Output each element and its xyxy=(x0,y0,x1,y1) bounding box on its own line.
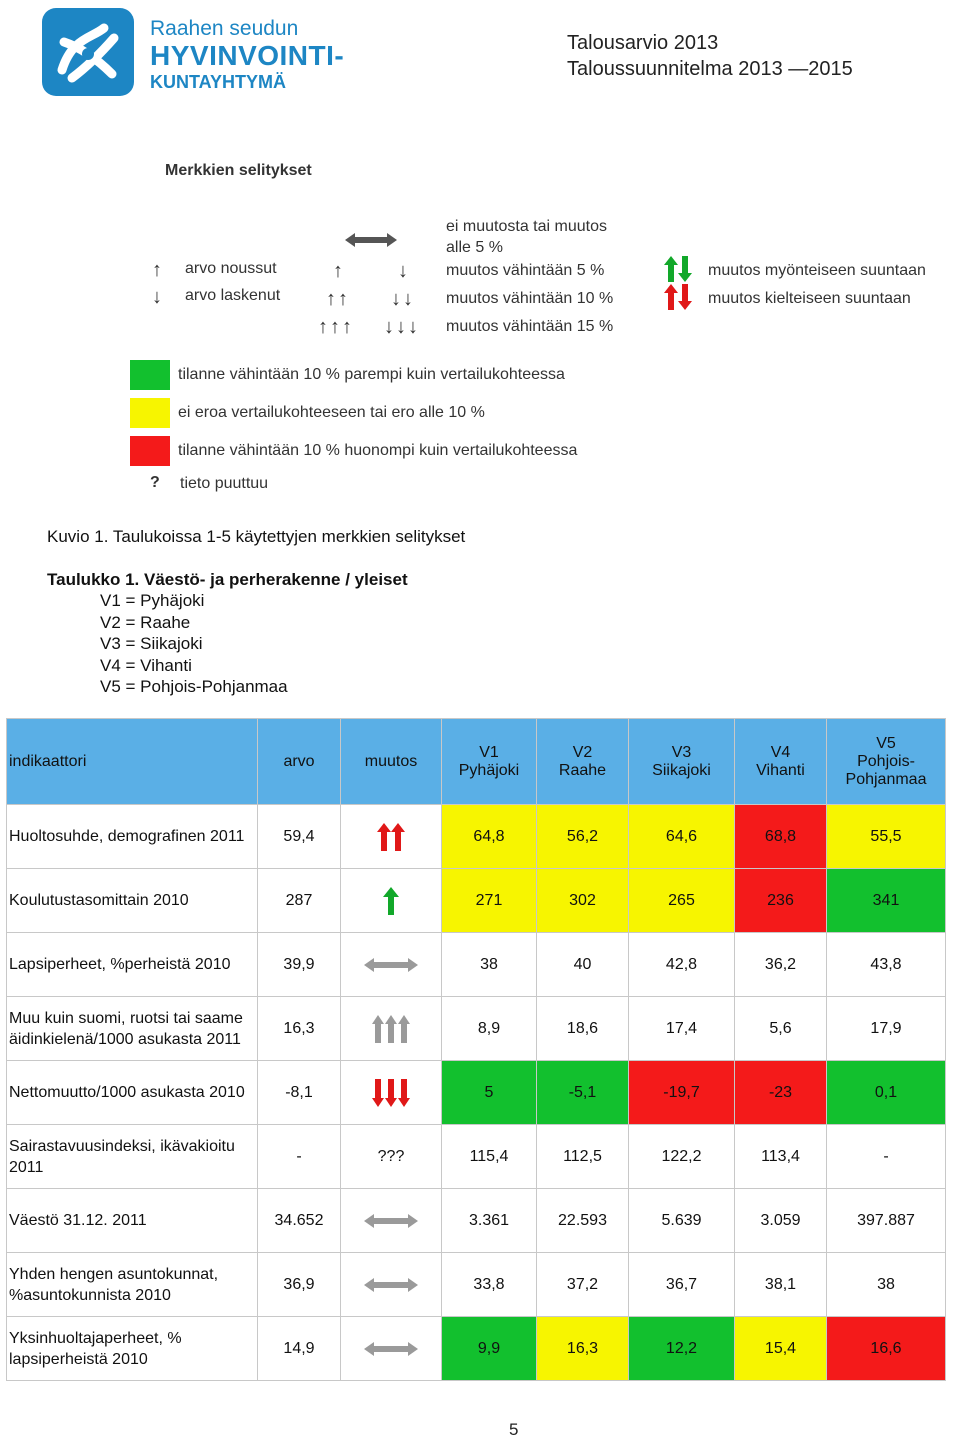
table-row xyxy=(7,933,946,997)
green-up-arrow-icon xyxy=(343,887,439,915)
down-arrow-icon: ↓ xyxy=(152,286,164,308)
value-cell: - xyxy=(258,1125,341,1189)
indicator-table xyxy=(6,718,946,1381)
value-cell: 36,9 xyxy=(258,1253,341,1317)
value-cell: 34.652 xyxy=(258,1189,341,1253)
table-row xyxy=(7,805,946,869)
header-v1-code: V1 xyxy=(479,743,499,761)
variable-v1: V1 = Pyhäjoki xyxy=(100,591,205,610)
v1-cell: 38 xyxy=(442,933,537,997)
table-row xyxy=(7,1061,946,1125)
v2-cell: 112,5 xyxy=(537,1125,629,1189)
value-cell: 59,4 xyxy=(258,805,341,869)
v2-cell: 37,2 xyxy=(537,1253,629,1317)
v3-cell: 5.639 xyxy=(629,1189,735,1253)
variable-v4: V4 = Vihanti xyxy=(100,655,192,675)
v4-cell: 38,1 xyxy=(735,1253,827,1317)
change-cell xyxy=(341,1189,442,1253)
value-cell: 14,9 xyxy=(258,1317,341,1381)
header-v4 xyxy=(735,719,827,805)
v5-cell: - xyxy=(827,1125,946,1189)
v5-cell: 38 xyxy=(827,1253,946,1317)
v3-cell: 12,2 xyxy=(629,1317,735,1381)
v1-cell: 33,8 xyxy=(442,1253,537,1317)
change-cell xyxy=(341,1317,442,1381)
v1-cell: 8,9 xyxy=(442,997,537,1061)
change-cell xyxy=(341,805,442,869)
grey-horizontal-arrow-icon xyxy=(345,232,397,248)
legend-no-change-line1: ei muutosta tai muutos xyxy=(446,218,607,235)
v1-cell: 115,4 xyxy=(442,1125,537,1189)
indicator-cell: Nettomuutto/1000 asukasta 2010 xyxy=(7,1061,258,1125)
legend-green-text: tilanne vähintään 10 % parempi kuin vertailukohteessa xyxy=(178,366,565,383)
org-line3: KUNTAYHTYMÄ xyxy=(150,72,287,92)
v4-cell: 3.059 xyxy=(735,1189,827,1253)
indicator-cell: Lapsiperheet, %perheistä 2010 xyxy=(7,933,258,997)
header-v4-code: V4 xyxy=(770,743,791,761)
red-double-up-arrow-icon xyxy=(343,823,439,851)
value-cell: 39,9 xyxy=(258,933,341,997)
header-change: muutos xyxy=(341,719,442,805)
change-cell xyxy=(341,1253,442,1317)
table-row xyxy=(7,997,946,1061)
v4-cell: 113,4 xyxy=(735,1125,827,1189)
single-up-arrow-icon: ↑ xyxy=(333,260,345,282)
table-title: Taulukko 1. Väestö- ja perherakenne / yleiset xyxy=(47,570,408,589)
legend-arvo-laskenut: arvo laskenut xyxy=(185,287,281,304)
v5-cell: 55,5 xyxy=(827,805,946,869)
v3-cell: 36,7 xyxy=(629,1253,735,1317)
v3-cell: 64,6 xyxy=(629,805,735,869)
v2-cell: 18,6 xyxy=(537,997,629,1061)
red-triple-down-arrow-icon xyxy=(343,1079,439,1107)
legend-arvo-noussut: arvo noussut xyxy=(185,260,277,277)
table-header-row xyxy=(7,719,946,805)
up-arrow-icon: ↑ xyxy=(152,259,164,281)
header-v4-name: Vihanti xyxy=(756,761,805,779)
double-up-arrow-icon: ↑↑ xyxy=(326,288,350,310)
table-row xyxy=(7,1189,946,1253)
legend-negative: muutos kielteiseen suuntaan xyxy=(708,290,911,307)
indicator-cell: Yhden hengen asuntokunnat, %asuntokunnista 2010 xyxy=(7,1253,258,1317)
table-row xyxy=(7,1317,946,1381)
value-cell: -8,1 xyxy=(258,1061,341,1125)
legend-title: Merkkien selitykset xyxy=(165,162,312,179)
v4-cell: 236 xyxy=(735,869,827,933)
grey-triple-up-arrow-icon xyxy=(343,1015,439,1043)
page-number: 5 xyxy=(509,1420,519,1439)
header-v3-name: Siikajoki xyxy=(652,761,711,779)
header-v1 xyxy=(442,719,537,805)
v1-cell: 271 xyxy=(442,869,537,933)
value-cell: 16,3 xyxy=(258,997,341,1061)
v1-cell: 5 xyxy=(442,1061,537,1125)
yellow-color-swatch xyxy=(130,398,170,428)
grey-horizontal-arrow-icon xyxy=(343,1277,439,1293)
change-cell xyxy=(341,1125,442,1189)
v4-cell: 5,6 xyxy=(735,997,827,1061)
v2-cell: 302 xyxy=(537,869,629,933)
change-text: ??? xyxy=(377,1147,405,1165)
triple-down-arrow-icon: ↓↓↓ xyxy=(384,316,420,338)
header-v2 xyxy=(537,719,629,805)
legend-positive: muutos myönteiseen suuntaan xyxy=(708,262,926,279)
v2-cell: -5,1 xyxy=(537,1061,629,1125)
grey-horizontal-arrow-icon xyxy=(343,1341,439,1357)
v2-cell: 40 xyxy=(537,933,629,997)
header-indicator: indikaattori xyxy=(7,719,258,805)
v2-cell: 22.593 xyxy=(537,1189,629,1253)
header-v3 xyxy=(629,719,735,805)
v3-cell: -19,7 xyxy=(629,1061,735,1125)
header-v5 xyxy=(827,719,946,805)
v5-cell: 0,1 xyxy=(827,1061,946,1125)
v5-cell: 341 xyxy=(827,869,946,933)
table-row xyxy=(7,1253,946,1317)
indicator-cell: Sairastavuusindeksi, ikävakioitu 2011 xyxy=(7,1125,258,1189)
table-row xyxy=(7,1125,946,1189)
header-v3-code: V3 xyxy=(671,743,692,761)
triple-up-arrow-icon: ↑↑↑ xyxy=(318,316,354,338)
v4-cell: 15,4 xyxy=(735,1317,827,1381)
org-line2: HYVINVOINTI- xyxy=(150,40,345,71)
legend-yellow-text: ei eroa vertailukohteeseen tai ero alle 10 % xyxy=(178,404,485,421)
variable-v2: V2 = Raahe xyxy=(100,612,191,632)
indicator-cell: Muu kuin suomi, ruotsi tai saame äidinkielenä/1000 asukasta 2011 xyxy=(7,997,258,1061)
variable-v3: V3 = Siikajoki xyxy=(100,634,203,654)
table-row xyxy=(7,869,946,933)
v3-cell: 42,8 xyxy=(629,933,735,997)
document-title-line1: Talousarvio 2013 xyxy=(567,32,719,54)
v3-cell: 265 xyxy=(629,869,735,933)
indicator-cell: Väestö 31.12. 2011 xyxy=(7,1189,258,1253)
header-v5-name-2: Pohjanmaa xyxy=(845,770,927,788)
header-v5-name-1: Pohjois- xyxy=(857,752,915,770)
red-color-swatch xyxy=(130,436,170,466)
document-title-line2: Taloussuunnitelma 2013 —2015 xyxy=(567,58,853,80)
header-v2-code: V2 xyxy=(572,743,593,761)
indicator-cell: Koulutustasomittain 2010 xyxy=(7,869,258,933)
org-line1: Raahen seudun xyxy=(150,17,299,40)
legend-change15: muutos vähintään 15 % xyxy=(446,318,614,335)
grey-horizontal-arrow-icon xyxy=(343,1213,439,1229)
variable-v5: V5 = Pohjois-Pohjanmaa xyxy=(100,677,288,697)
green-color-swatch xyxy=(130,360,170,390)
legend-figure xyxy=(0,0,960,520)
v1-cell: 3.361 xyxy=(442,1189,537,1253)
header-v1-name: Pyhäjoki xyxy=(458,761,520,779)
v4-cell: -23 xyxy=(735,1061,827,1125)
v5-cell: 17,9 xyxy=(827,997,946,1061)
v1-cell: 64,8 xyxy=(442,805,537,869)
v4-cell: 36,2 xyxy=(735,933,827,997)
change-cell xyxy=(341,869,442,933)
v2-cell: 16,3 xyxy=(537,1317,629,1381)
single-down-arrow-icon: ↓ xyxy=(398,260,410,282)
red-up-down-arrows-icon xyxy=(664,284,692,310)
v5-cell: 397.887 xyxy=(827,1189,946,1253)
legend-no-change-line2: alle 5 % xyxy=(446,239,503,256)
v3-cell: 17,4 xyxy=(629,997,735,1061)
value-cell: 287 xyxy=(258,869,341,933)
indicator-cell: Huoltosuhde, demografinen 2011 xyxy=(7,805,258,869)
v1-cell: 9,9 xyxy=(442,1317,537,1381)
v4-cell: 68,8 xyxy=(735,805,827,869)
v5-cell: 43,8 xyxy=(827,933,946,997)
grey-horizontal-arrow-icon xyxy=(343,957,439,973)
legend-change10: muutos vähintään 10 % xyxy=(446,290,614,307)
header-value: arvo xyxy=(258,719,341,805)
header-v5-code: V5 xyxy=(876,734,896,752)
change-cell xyxy=(341,933,442,997)
double-down-arrow-icon: ↓↓ xyxy=(391,288,415,310)
legend-red-text: tilanne vähintään 10 % huonompi kuin vertailukohteessa xyxy=(178,442,578,459)
legend-change5: muutos vähintään 5 % xyxy=(446,262,605,279)
header-v2-name: Raahe xyxy=(558,761,607,779)
variable-list xyxy=(100,590,288,698)
v3-cell: 122,2 xyxy=(629,1125,735,1189)
legend-missing-text: tieto puuttuu xyxy=(180,475,269,492)
question-mark-icon: ? xyxy=(150,474,160,491)
green-up-down-arrows-icon xyxy=(664,256,692,282)
indicator-cell: Yksinhuoltajaperheet, % lapsiperheistä 2010 xyxy=(7,1317,258,1381)
v2-cell: 56,2 xyxy=(537,805,629,869)
figure-caption: Kuvio 1. Taulukoissa 1-5 käytettyjen merkkien selitykset xyxy=(47,527,466,546)
v5-cell: 16,6 xyxy=(827,1317,946,1381)
change-cell xyxy=(341,997,442,1061)
change-cell xyxy=(341,1061,442,1125)
